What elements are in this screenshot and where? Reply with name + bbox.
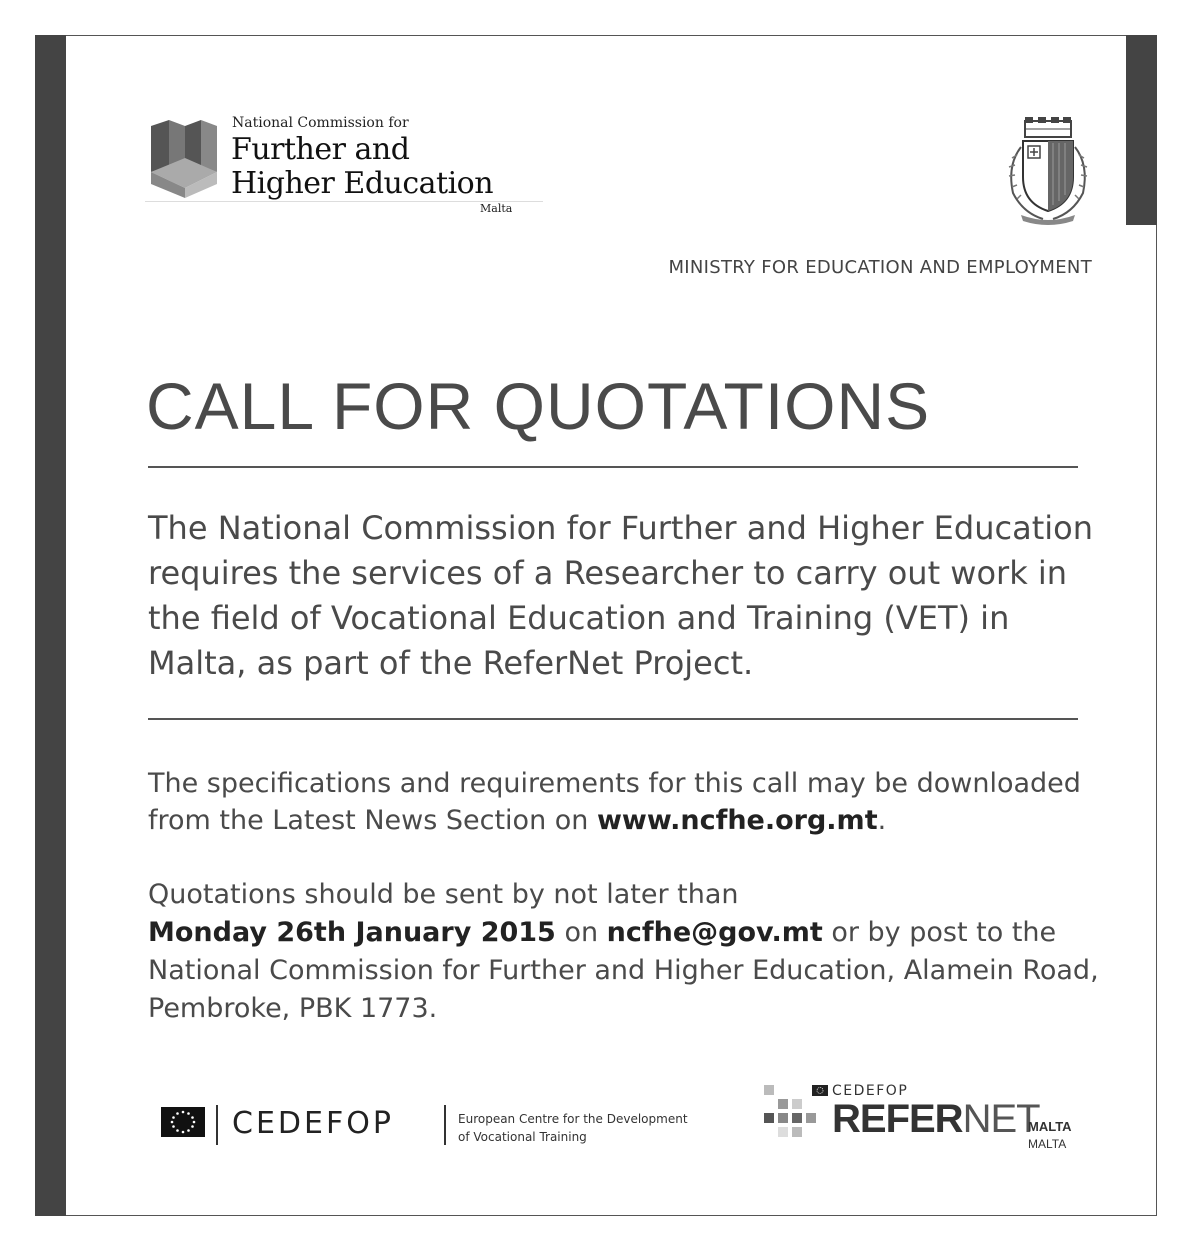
cedefop-wordmark: CEDEFOP [232, 1106, 394, 1141]
ncfhe-small-line: National Commission for [232, 115, 409, 131]
specs-period: . [877, 805, 887, 836]
intro-paragraph: The National Commission for Further and Higher Education requires the services of a Researcher to carry out work in the field of Vocational Education and Training (VET) in Malta, as part of the ReferNet Project. [148, 509, 1093, 682]
page-title: CALL FOR QUOTATIONS [146, 369, 931, 443]
quotations-paragraph [148, 876, 1108, 1028]
refernet-eu-flag-icon [812, 1085, 828, 1096]
refernet-cedefop-label: CEDEFOP [832, 1083, 909, 1099]
malta-coat-of-arms-icon [1003, 115, 1093, 227]
specs-text: The specifications and requirements for this call may be downloaded from the Latest News Section on [148, 768, 1081, 836]
ministry-heading: MINISTRY FOR EDUCATION AND EMPLOYMENT [668, 257, 1092, 278]
cedefop-desc-line1: European Centre for the Development [458, 1112, 688, 1126]
ncfhe-title-line1: Further and [231, 132, 410, 167]
refernet-malta-bold: MALTA [1028, 1119, 1072, 1134]
cedefop-desc-line2: of Vocational Training [458, 1130, 587, 1144]
intro-divider [148, 718, 1078, 720]
left-side-bar [35, 35, 66, 1216]
ncfhe-title-line2: Higher Education [231, 166, 494, 201]
refernet-wordmark-bold: REFER [832, 1097, 963, 1141]
refernet-logo [764, 1083, 1094, 1158]
refernet-wordmark-thin: NET [962, 1097, 1040, 1141]
ncfhe-website-link[interactable]: www.ncfhe.org.mt [596, 805, 878, 836]
right-side-bar [1126, 35, 1157, 225]
cedefop-description [458, 1110, 688, 1146]
contact-email-link[interactable]: ncfhe@gov.mt [606, 917, 823, 948]
cedefop-separator [216, 1105, 218, 1145]
quotes-on: on [555, 917, 607, 948]
refernet-malta: MALTA [1028, 1137, 1067, 1151]
ncfhe-country: Malta [480, 202, 513, 215]
deadline-date: Monday 26th January 2015 [148, 917, 556, 948]
specs-paragraph [148, 765, 1108, 839]
ncfhe-book-icon [149, 118, 219, 198]
cedefop-separator-2 [444, 1105, 446, 1145]
eu-flag-icon [161, 1107, 205, 1137]
title-divider [148, 466, 1078, 468]
ncfhe-logo [145, 110, 545, 220]
refernet-wordmark [832, 1097, 1040, 1142]
quotes-postal: or by post to the National Commission for Further and Higher Education, Alamein Road, Pembroke, PBK 1773. [148, 917, 1099, 1024]
quotes-lead: Quotations should be sent by not later than [148, 879, 739, 910]
